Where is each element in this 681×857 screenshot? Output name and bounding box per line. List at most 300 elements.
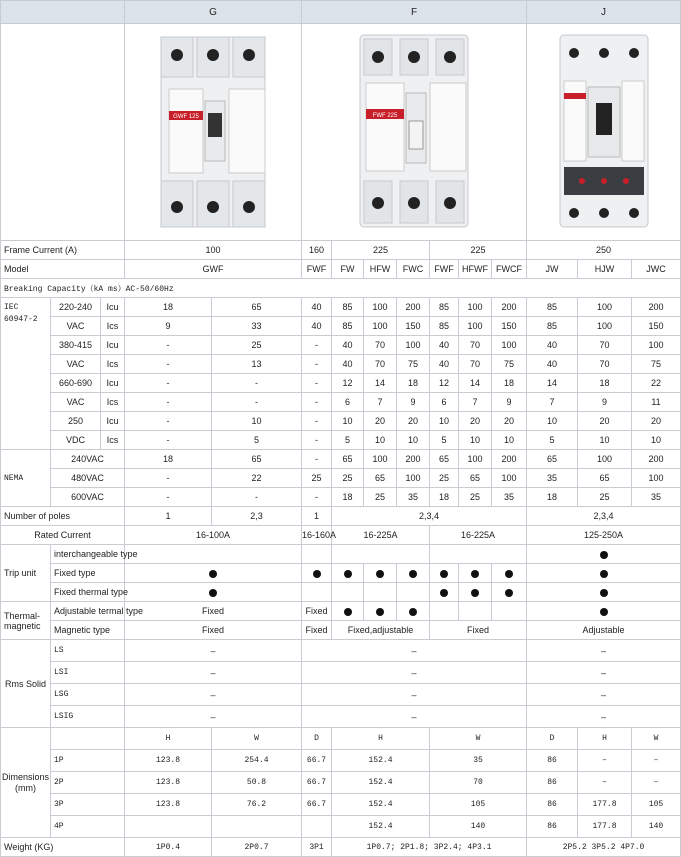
capacity-value: 20	[632, 412, 681, 431]
capacity-kind: Icu	[101, 336, 125, 355]
yes-dot	[471, 589, 479, 597]
capacity-value: 100	[364, 298, 397, 317]
dims-row	[1, 772, 681, 794]
weight-label: Weight (KG)	[1, 838, 125, 857]
g-value: 22	[212, 469, 302, 488]
capacity-value: 200	[397, 298, 430, 317]
capacity-value: -	[302, 336, 332, 355]
capacity-value: 100	[459, 298, 492, 317]
photo-row	[1, 24, 681, 241]
dims-value: 86	[527, 816, 578, 838]
model-row	[1, 260, 681, 279]
capacity-value: 200	[632, 450, 681, 469]
yes-dot	[440, 589, 448, 597]
frame-f2: 225	[332, 241, 430, 260]
thermal-label: Thermal-magnetic	[1, 602, 51, 640]
capacity-value: 40	[332, 355, 364, 374]
weight-j: 2P5.2 3P5.2 4P7.0	[527, 838, 681, 857]
capacity-value: 18	[492, 374, 527, 393]
iec-row	[1, 298, 681, 317]
g-value: 5	[212, 431, 302, 450]
capacity-kind: Icu	[101, 298, 125, 317]
capacity-value: 85	[332, 298, 364, 317]
weight-g3: 3P1	[302, 838, 332, 857]
rms-j: –	[527, 662, 681, 684]
g-value: -	[125, 469, 212, 488]
g-value: -	[125, 488, 212, 507]
capacity-value: 100	[578, 317, 632, 336]
capacity-value: 25	[332, 469, 364, 488]
rms-row	[1, 706, 681, 728]
capacity-value: 6	[332, 393, 364, 412]
g-value: 18	[125, 298, 212, 317]
capacity-value: -	[302, 393, 332, 412]
weight-g1: 1P0.4	[125, 838, 212, 857]
dims-row	[1, 816, 681, 838]
dims-h: H	[332, 728, 430, 750]
breaker-gwf-image	[153, 31, 273, 231]
model-g: GWF	[125, 260, 302, 279]
weight-row	[1, 838, 681, 857]
frame-row	[1, 241, 681, 260]
rms-g: –	[125, 684, 302, 706]
dims-label-2: (mm)	[15, 782, 36, 793]
dims-d: D	[527, 728, 578, 750]
weight-f: 1P0.7; 2P1.8; 3P2.4; 4P3.1	[332, 838, 527, 857]
header-blank	[1, 1, 125, 24]
rated-g: 16-100A	[125, 526, 302, 545]
capacity-value: 12	[430, 374, 459, 393]
capacity-value: 100	[397, 469, 430, 488]
iec-label-2: 60947-2	[4, 315, 38, 324]
capacity-value: 35	[397, 488, 430, 507]
model-col: FWC	[397, 260, 430, 279]
thermal-f1-fixed: Fixed	[302, 602, 332, 621]
dims-value	[212, 816, 302, 838]
rms-g: –	[125, 662, 302, 684]
dims-poles: 3P	[51, 794, 125, 816]
voltage-range: 480VAC	[51, 469, 125, 488]
dims-value: 66.7	[302, 794, 332, 816]
rated-f3: 16-225A	[430, 526, 527, 545]
capacity-value: 70	[459, 336, 492, 355]
breaking-row	[1, 279, 681, 298]
dims-h: H	[125, 728, 212, 750]
poles-f2: 2,3,4	[332, 507, 527, 526]
capacity-value: 200	[492, 450, 527, 469]
capacity-value: 20	[578, 412, 632, 431]
header-j: J	[527, 1, 681, 24]
g-value: 65	[212, 450, 302, 469]
voltage-range: 600VAC	[51, 488, 125, 507]
capacity-value: 150	[397, 317, 430, 336]
rms-row	[1, 684, 681, 706]
poles-g1: 1	[125, 507, 212, 526]
iec-row	[1, 412, 681, 431]
capacity-value: 14	[459, 374, 492, 393]
dims-poles: 2P	[51, 772, 125, 794]
dims-value: –	[632, 750, 681, 772]
capacity-value: 150	[632, 317, 681, 336]
model-col: FWF	[302, 260, 332, 279]
dims-value: 86	[527, 794, 578, 816]
capacity-value: 85	[527, 317, 578, 336]
dims-value: 177.8	[578, 794, 632, 816]
rms-f: –	[302, 662, 527, 684]
capacity-value: -	[302, 431, 332, 450]
capacity-value: 100	[459, 317, 492, 336]
frame-g: 100	[125, 241, 302, 260]
breaker-jw-image	[554, 31, 654, 231]
capacity-value: 65	[364, 469, 397, 488]
dims-value: 152.4	[332, 750, 430, 772]
capacity-value: 35	[632, 488, 681, 507]
g-value: -	[125, 355, 212, 374]
capacity-kind: Icu	[101, 412, 125, 431]
rms-type: LSIG	[51, 706, 125, 728]
g-value: -	[125, 393, 212, 412]
yes-dot	[344, 570, 352, 578]
capacity-value: 18	[430, 488, 459, 507]
dims-value: 70	[430, 772, 527, 794]
rms-j: –	[527, 684, 681, 706]
capacity-value: 20	[364, 412, 397, 431]
header-g: G	[125, 1, 302, 24]
rms-type: LSI	[51, 662, 125, 684]
header-row	[1, 1, 681, 24]
yes-dot	[209, 570, 217, 578]
iec-section	[1, 298, 681, 450]
frame-f3: 225	[430, 241, 527, 260]
dims-value: –	[632, 772, 681, 794]
yes-dot	[209, 589, 217, 597]
thermal-adjustable-row	[1, 602, 681, 621]
dims-value: 140	[632, 816, 681, 838]
capacity-value: 85	[430, 317, 459, 336]
thermal-adjustable-label: Adjustable termal type	[51, 602, 125, 621]
capacity-value: 35	[527, 469, 578, 488]
rms-j: –	[527, 706, 681, 728]
capacity-value: -	[302, 355, 332, 374]
iec-row	[1, 393, 681, 412]
rated-j: 125-250A	[527, 526, 681, 545]
model-col: FWCF	[492, 260, 527, 279]
dims-value: 50.8	[212, 772, 302, 794]
dims-section	[1, 728, 681, 838]
frame-j: 250	[527, 241, 681, 260]
iec-row	[1, 374, 681, 393]
capacity-value: 10	[492, 431, 527, 450]
dims-head-row	[1, 728, 681, 750]
dims-value	[302, 816, 332, 838]
yes-dot	[600, 551, 608, 559]
capacity-value: 100	[459, 450, 492, 469]
yes-dot	[505, 589, 513, 597]
voltage-range: VAC	[51, 317, 101, 336]
capacity-value: -	[302, 412, 332, 431]
yes-dot	[409, 570, 417, 578]
trip-fixed-label: Fixed type	[51, 564, 125, 583]
capacity-value: 25	[430, 469, 459, 488]
trip-interchangeable-label: interchangeable type	[51, 545, 125, 564]
capacity-value: 14	[364, 374, 397, 393]
dims-value: 66.7	[302, 750, 332, 772]
capacity-value: 18	[527, 488, 578, 507]
dims-w: W	[212, 728, 302, 750]
capacity-value: 10	[527, 412, 578, 431]
capacity-value: 200	[492, 298, 527, 317]
capacity-value: 10	[632, 431, 681, 450]
capacity-value: 100	[397, 336, 430, 355]
yes-dot	[600, 589, 608, 597]
dims-value: –	[578, 750, 632, 772]
iec-row	[1, 317, 681, 336]
capacity-value: 22	[632, 374, 681, 393]
yes-dot	[440, 570, 448, 578]
capacity-value: 100	[492, 336, 527, 355]
capacity-value: 40	[332, 336, 364, 355]
model-col: HFW	[364, 260, 397, 279]
capacity-value: 70	[578, 336, 632, 355]
capacity-value: 70	[578, 355, 632, 374]
yes-dot	[600, 608, 608, 616]
capacity-value: 25	[302, 469, 332, 488]
nema-row	[1, 450, 681, 469]
voltage-range: VAC	[51, 355, 101, 374]
dims-value: –	[578, 772, 632, 794]
g-value: -	[125, 412, 212, 431]
thermal-magnetic-label: Magnetic type	[51, 621, 125, 640]
g-value: -	[125, 431, 212, 450]
dims-h: H	[578, 728, 632, 750]
yes-dot	[409, 608, 417, 616]
dims-value: 123.8	[125, 772, 212, 794]
weight-g2: 2P0.7	[212, 838, 302, 857]
capacity-value: 10	[397, 431, 430, 450]
voltage-range: 240VAC	[51, 450, 125, 469]
model-col: FWF	[430, 260, 459, 279]
capacity-value: 85	[430, 298, 459, 317]
g-value: 33	[212, 317, 302, 336]
capacity-value: 85	[527, 298, 578, 317]
capacity-value: 40	[527, 336, 578, 355]
thermal-magnetic-row	[1, 621, 681, 640]
yes-dot	[471, 570, 479, 578]
capacity-value: 5	[430, 431, 459, 450]
capacity-value: 10	[459, 431, 492, 450]
trip-label: Trip unit	[1, 545, 51, 602]
dims-value: 123.8	[125, 794, 212, 816]
capacity-value: 40	[302, 298, 332, 317]
capacity-value: 200	[397, 450, 430, 469]
header-f: F	[302, 1, 527, 24]
poles-j: 2,3,4	[527, 507, 681, 526]
capacity-value: 9	[397, 393, 430, 412]
rms-j: –	[527, 640, 681, 662]
capacity-value: 7	[459, 393, 492, 412]
mag-g: Fixed	[125, 621, 302, 640]
capacity-value: 12	[332, 374, 364, 393]
capacity-value: -	[302, 450, 332, 469]
frame-label: Frame Current (A)	[1, 241, 125, 260]
rated-f1: 16-160A	[302, 526, 332, 545]
rated-label: Rated Current	[1, 526, 125, 545]
rms-label: Rms Solid	[1, 640, 51, 728]
rms-f: –	[302, 640, 527, 662]
capacity-value: 5	[527, 431, 578, 450]
iec-row	[1, 336, 681, 355]
dims-poles: 1P	[51, 750, 125, 772]
capacity-value: 20	[459, 412, 492, 431]
capacity-value: 65	[527, 450, 578, 469]
rms-type: LSG	[51, 684, 125, 706]
capacity-value: 9	[492, 393, 527, 412]
dims-value: 177.8	[578, 816, 632, 838]
mag-f3: Fixed	[430, 621, 527, 640]
capacity-value: -	[302, 488, 332, 507]
capacity-value: 10	[430, 412, 459, 431]
capacity-value: 5	[332, 431, 364, 450]
dims-value: 152.4	[332, 816, 430, 838]
capacity-value: 35	[492, 488, 527, 507]
iec-label-1: IEC	[4, 303, 19, 312]
rms-f: –	[302, 706, 527, 728]
capacity-kind: Icu	[101, 374, 125, 393]
dims-value: 152.4	[332, 794, 430, 816]
g-value: 25	[212, 336, 302, 355]
capacity-value: 18	[332, 488, 364, 507]
voltage-range: 380-415	[51, 336, 101, 355]
dims-value: 66.7	[302, 772, 332, 794]
thermal-g-fixed: Fixed	[125, 602, 302, 621]
capacity-value: 70	[364, 336, 397, 355]
mag-f1: Fixed	[302, 621, 332, 640]
nema-section	[1, 450, 681, 507]
capacity-value: 70	[364, 355, 397, 374]
capacity-value: 40	[430, 336, 459, 355]
capacity-value: 200	[632, 298, 681, 317]
capacity-value: 11	[632, 393, 681, 412]
rms-type: LS	[51, 640, 125, 662]
g-value: -	[212, 488, 302, 507]
rms-g: –	[125, 640, 302, 662]
capacity-value: 20	[492, 412, 527, 431]
poles-g2: 2,3	[212, 507, 302, 526]
g-value: 13	[212, 355, 302, 374]
capacity-kind: Ics	[101, 431, 125, 450]
g-value: -	[125, 374, 212, 393]
g-value: -	[212, 374, 302, 393]
capacity-value: 9	[578, 393, 632, 412]
capacity-value: 65	[430, 450, 459, 469]
photo-f-cell	[302, 24, 527, 241]
poles-row	[1, 507, 681, 526]
yes-dot	[313, 570, 321, 578]
capacity-value: 10	[332, 412, 364, 431]
capacity-value: 100	[632, 336, 681, 355]
capacity-value: 65	[578, 469, 632, 488]
dims-label	[1, 728, 51, 838]
capacity-value: -	[302, 374, 332, 393]
voltage-range: 250	[51, 412, 101, 431]
iec-row	[1, 355, 681, 374]
model-col: HFWF	[459, 260, 492, 279]
capacity-kind: Ics	[101, 317, 125, 336]
dims-label-1: Dimensions	[1, 771, 50, 782]
capacity-value: 150	[492, 317, 527, 336]
capacity-value: 100	[632, 469, 681, 488]
capacity-value: 100	[364, 317, 397, 336]
dims-value: 123.8	[125, 750, 212, 772]
voltage-range: 660-690	[51, 374, 101, 393]
capacity-value: 20	[397, 412, 430, 431]
mag-f2: Fixed,adjustable	[332, 621, 430, 640]
dims-blank	[51, 728, 125, 750]
capacity-value: 25	[459, 488, 492, 507]
trip-fixed-row	[1, 564, 681, 583]
voltage-range: 220-240	[51, 298, 101, 317]
g-value: 9	[125, 317, 212, 336]
iec-label	[1, 298, 51, 450]
dims-value: 140	[430, 816, 527, 838]
rated-row	[1, 526, 681, 545]
g-value: 10	[212, 412, 302, 431]
yes-dot	[376, 570, 384, 578]
yes-dot	[376, 608, 384, 616]
dims-value: 105	[430, 794, 527, 816]
nema-row	[1, 488, 681, 507]
voltage-range: VAC	[51, 393, 101, 412]
dims-value: 76.2	[212, 794, 302, 816]
dims-value: 86	[527, 772, 578, 794]
capacity-value: 10	[364, 431, 397, 450]
model-col: JWC	[632, 260, 681, 279]
dims-row	[1, 794, 681, 816]
g-value: 65	[212, 298, 302, 317]
nema-row	[1, 469, 681, 488]
capacity-value: 18	[578, 374, 632, 393]
breaker-gwf-label: GWF 125	[173, 114, 199, 120]
breaking-label: Breaking Capacity（kA ms）AC-50/60Hz	[1, 279, 681, 298]
frame-f1: 160	[302, 241, 332, 260]
capacity-value: 85	[332, 317, 364, 336]
dims-value: 152.4	[332, 772, 430, 794]
trip-interchangeable-row	[1, 545, 681, 564]
g-value: 18	[125, 450, 212, 469]
capacity-kind: Ics	[101, 393, 125, 412]
capacity-value: 18	[397, 374, 430, 393]
dims-row	[1, 750, 681, 772]
dims-w: W	[632, 728, 681, 750]
capacity-value: 100	[578, 450, 632, 469]
voltage-range: VDC	[51, 431, 101, 450]
poles-f1: 1	[302, 507, 332, 526]
photo-g-cell	[125, 24, 302, 241]
rated-f2: 16-225A	[332, 526, 430, 545]
photo-j-cell	[527, 24, 681, 241]
model-col: FW	[332, 260, 364, 279]
capacity-value: 75	[632, 355, 681, 374]
capacity-value: 70	[459, 355, 492, 374]
breaker-fwf-image	[354, 31, 474, 231]
capacity-value: 75	[492, 355, 527, 374]
dims-value	[125, 816, 212, 838]
model-label: Model	[1, 260, 125, 279]
photo-blank	[1, 24, 125, 241]
capacity-value: 65	[332, 450, 364, 469]
rms-row	[1, 640, 681, 662]
dims-value: 105	[632, 794, 681, 816]
